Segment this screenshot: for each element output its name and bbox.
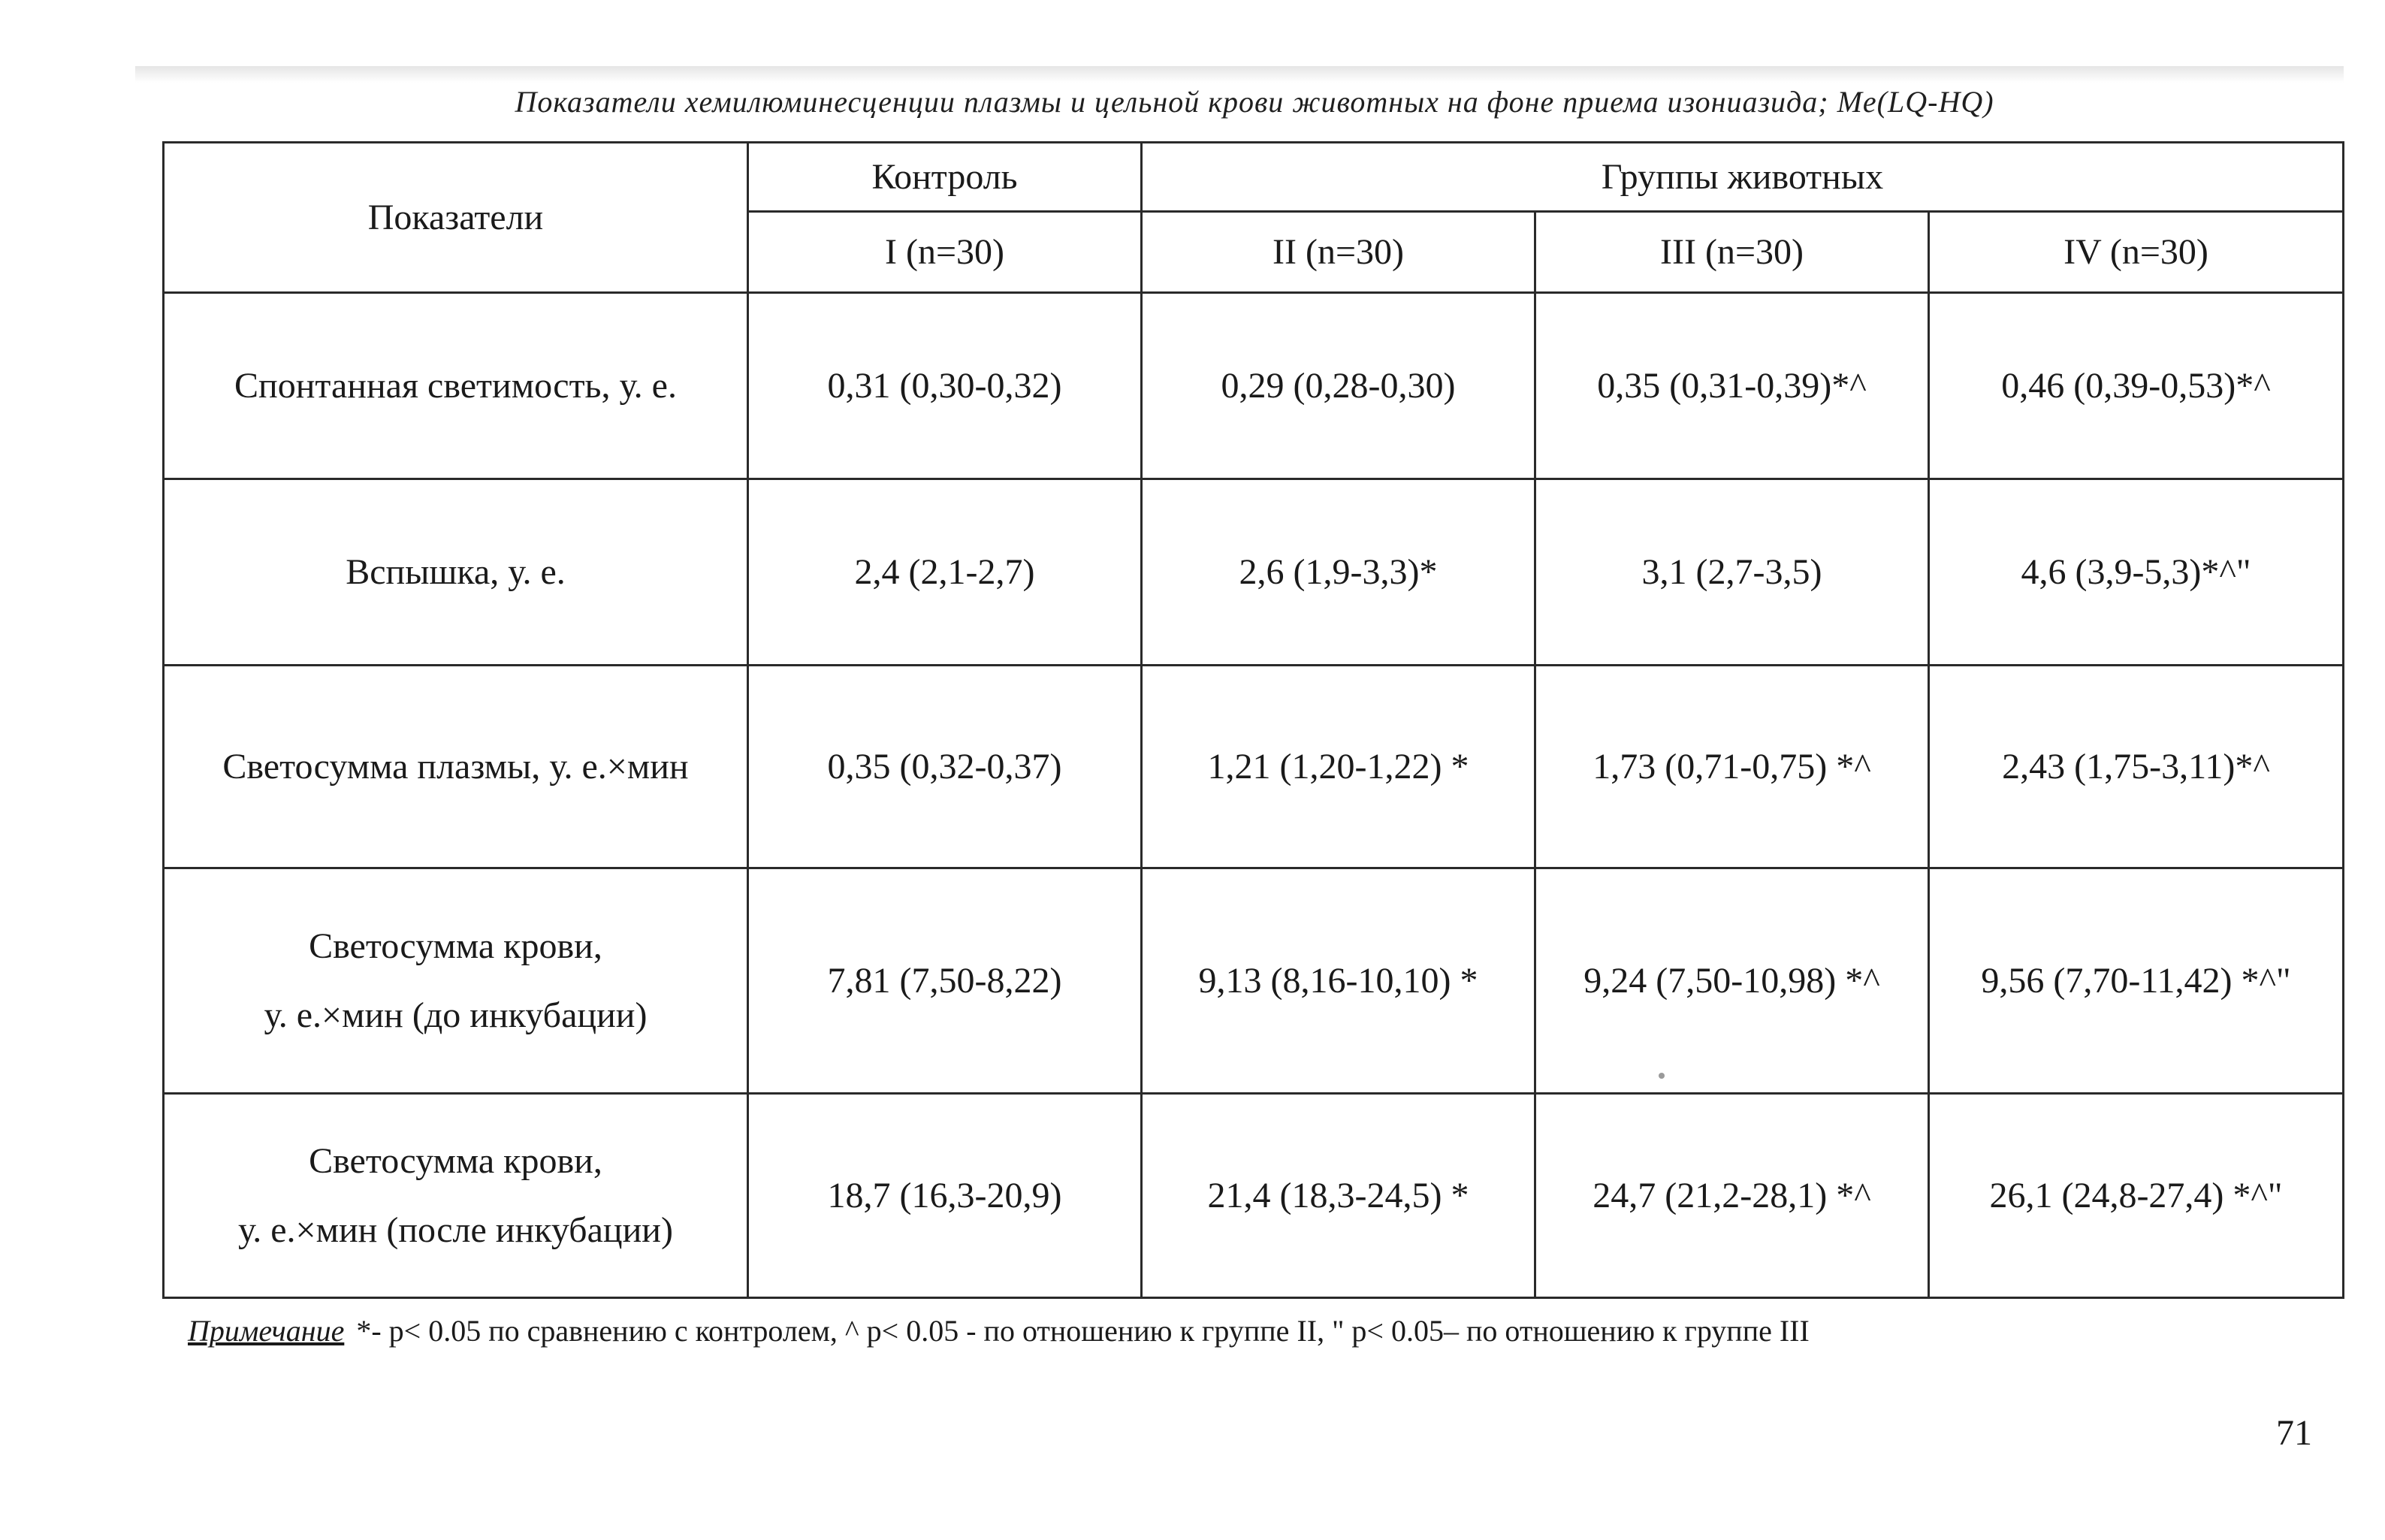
table-cell: 9,13 (8,16-10,10) * bbox=[1142, 868, 1535, 1094]
scan-speck bbox=[1659, 1073, 1665, 1079]
row-label-line: Светосумма крови, bbox=[309, 926, 602, 966]
header-control: Контроль bbox=[748, 143, 1142, 212]
table-cell: 21,4 (18,3-24,5) * bbox=[1142, 1094, 1535, 1298]
header-group-1: I (n=30) bbox=[748, 212, 1142, 293]
table-cell: 1,21 (1,20-1,22) * bbox=[1142, 666, 1535, 868]
header-group-2: II (n=30) bbox=[1142, 212, 1535, 293]
footnote-label: Примечание bbox=[188, 1314, 345, 1348]
table-cell: 9,56 (7,70-11,42) *^" bbox=[1929, 868, 2344, 1094]
table-row bbox=[164, 868, 2344, 1094]
table-cell: 0,35 (0,31-0,39)*^ bbox=[1535, 293, 1929, 479]
row-label bbox=[164, 868, 748, 1094]
table-row bbox=[164, 1094, 2344, 1298]
row-label: Вспышка, у. е. bbox=[164, 479, 748, 666]
table-cell: 3,1 (2,7-3,5) bbox=[1535, 479, 1929, 666]
table-cell: 0,29 (0,28-0,30) bbox=[1142, 293, 1535, 479]
table-cell: 4,6 (3,9-5,3)*^" bbox=[1929, 479, 2344, 666]
table-cell: 2,43 (1,75-3,11)*^ bbox=[1929, 666, 2344, 868]
row-label-line: у. е.×мин (после инкубации) bbox=[238, 1209, 673, 1250]
header-group-3: III (n=30) bbox=[1535, 212, 1929, 293]
table-cell: 2,4 (2,1-2,7) bbox=[748, 479, 1142, 666]
table-caption: Показатели хемилюминесценции плазмы и цельной крови животных на фоне приема изониазида; Me(LQ-HQ) bbox=[515, 85, 1994, 119]
row-label-line: Светосумма крови, bbox=[309, 1140, 602, 1181]
footnote-text: *- p< 0.05 по сравнению с контролем, ^ p< 0.05 - по отношению к группе II, " p< 0.05– по отношению к группе III bbox=[356, 1314, 1810, 1348]
row-label: Светосумма плазмы, у. е.×мин bbox=[164, 666, 748, 868]
scan-shadow bbox=[135, 66, 2344, 83]
table-row bbox=[164, 666, 2344, 868]
table-cell: 0,35 (0,32-0,37) bbox=[748, 666, 1142, 868]
row-label: Спонтанная светимость, у. е. bbox=[164, 293, 748, 479]
table-row bbox=[164, 479, 2344, 666]
table-cell: 7,81 (7,50-8,22) bbox=[748, 868, 1142, 1094]
header-indicators: Показатели bbox=[164, 143, 748, 293]
table-row bbox=[164, 293, 2344, 479]
table-footnote bbox=[188, 1313, 1810, 1348]
table-cell: 0,46 (0,39-0,53)*^ bbox=[1929, 293, 2344, 479]
table-cell: 24,7 (21,2-28,1) *^ bbox=[1535, 1094, 1929, 1298]
table-cell: 1,73 (0,71-0,75) *^ bbox=[1535, 666, 1929, 868]
table-cell: 9,24 (7,50-10,98) *^ bbox=[1535, 868, 1929, 1094]
table-cell: 26,1 (24,8-27,4) *^" bbox=[1929, 1094, 2344, 1298]
row-label-line: у. е.×мин (до инкубации) bbox=[264, 995, 648, 1035]
header-group-4: IV (n=30) bbox=[1929, 212, 2344, 293]
table-cell: 2,6 (1,9-3,3)* bbox=[1142, 479, 1535, 666]
chemiluminescence-table bbox=[162, 141, 2344, 1299]
row-label bbox=[164, 1094, 748, 1298]
header-animal-groups: Группы животных bbox=[1142, 143, 2344, 212]
page-number: 71 bbox=[2276, 1413, 2312, 1453]
header-row-top bbox=[164, 143, 2344, 212]
table-cell: 0,31 (0,30-0,32) bbox=[748, 293, 1142, 479]
table-cell: 18,7 (16,3-20,9) bbox=[748, 1094, 1142, 1298]
